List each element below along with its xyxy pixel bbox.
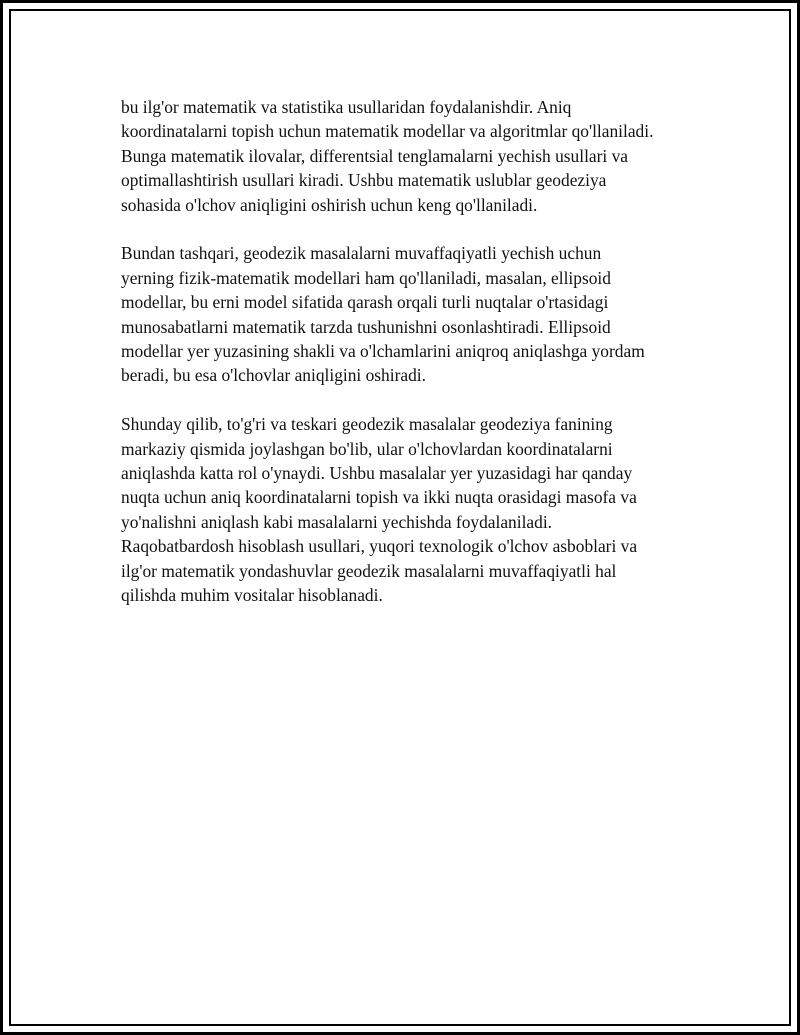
text-line: modellar yer yuzasining shakli va o'lchamlarini aniqroq aniqlashga yordam (121, 341, 645, 362)
document-body (121, 95, 706, 632)
text-line: nuqta uchun aniq koordinatalarni topish va ikki nuqta orasidagi masofa va (121, 487, 637, 508)
text-line: Raqobatbardosh hisoblash usullari, yuqori texnologik o'lchov asboblari va (121, 536, 638, 557)
text-line: yerning fizik-matematik modellari ham qo'llaniladi, masalan, ellipsoid (121, 267, 611, 288)
paragraph-1 (121, 95, 706, 217)
text-line: munosabatlarni matematik tarzda tushunishni osonlashtiradi. Ellipsoid (121, 316, 611, 337)
text-line: sohasida o'lchov aniqligini oshirish uchun keng qo'llaniladi. (121, 194, 538, 215)
text-line: beradi, bu esa o'lchovlar aniqligini oshiradi. (121, 365, 426, 386)
text-line: Bunga matematik ilovalar, differentsial tenglamalarni yechish usullari va (121, 145, 629, 166)
text-line: markaziy qismida joylashgan bo'lib, ular o'lchovlardan koordinatalarni (121, 438, 613, 459)
paragraph-3 (121, 412, 706, 607)
text-line: modellar, bu erni model sifatida qarash orqali turli nuqtalar o'rtasidagi (121, 292, 609, 313)
text-line: ilg'or matematik yondashuvlar geodezik masalalarni muvaffaqiyatli hal (121, 560, 617, 581)
text-line: bu ilg'or matematik va statistika usullaridan foydalanishdir. Aniq (121, 97, 572, 117)
text-line: aniqlashda katta rol o'ynaydi. Ushbu masalalar yer yuzasidagi har qanday (121, 463, 633, 484)
text-line: optimallashtirish usullari kiradi. Ushbu matematik uslublar geodeziya (121, 170, 607, 191)
text-line: qilishda muhim vositalar hisoblanadi. (121, 585, 383, 606)
text-line: yo'nalishni aniqlash kabi masalalarni yechishda foydalaniladi. (121, 511, 553, 532)
text-line: Shunday qilib, to'g'ri va teskari geodezik masalalar geodeziya fanining (121, 414, 613, 435)
paragraph-2 (121, 241, 706, 387)
text-line: koordinatalarni topish uchun matematik modellar va algoritmlar qo'llaniladi. (121, 121, 654, 142)
text-line: Bundan tashqari, geodezik masalalarni muvaffaqiyatli yechish uchun (121, 243, 602, 264)
